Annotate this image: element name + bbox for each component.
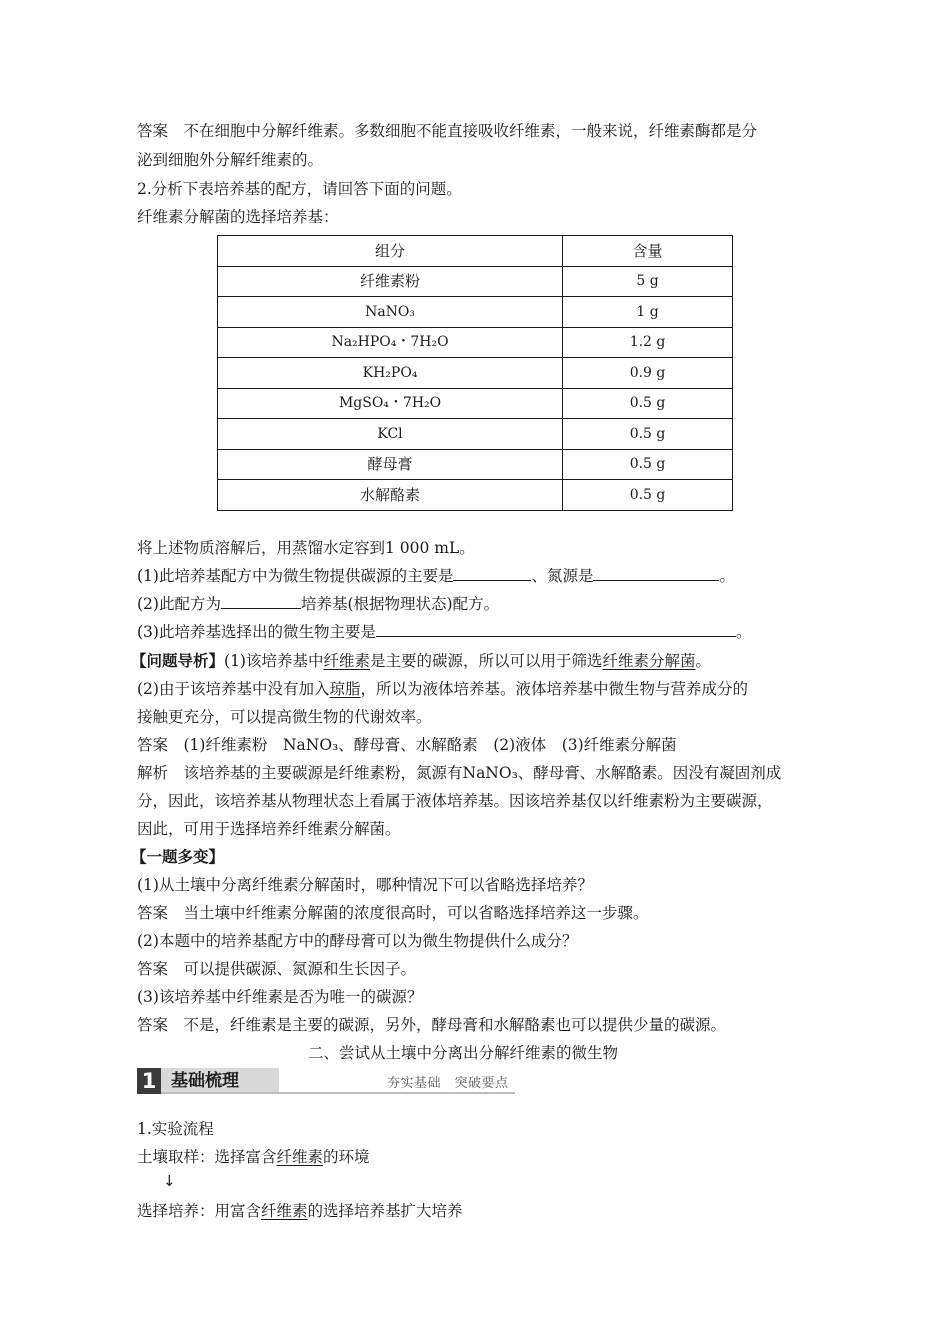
analysis-line: 因此，可用于选择培养纤维素分解菌。 (137, 820, 401, 838)
table-cell: 0.5 g (563, 388, 733, 419)
flow-text: 的环境 (323, 1148, 370, 1166)
question-text: 。 (735, 623, 752, 641)
table-header-cell: 组分 (218, 236, 563, 267)
table-cell: KCl (218, 419, 563, 450)
table-cell: 纤维素粉 (218, 266, 563, 297)
answer-line: 答案 (1)纤维素粉 NaNO₃、酵母膏、水解酪素 (2)液体 (3)纤维素分解菌 (137, 736, 677, 754)
guide-text: (1)该培养基中 (224, 652, 324, 670)
question-text: (3)此培养基选择出的微生物主要是 (137, 623, 376, 641)
section-banner (137, 1068, 515, 1094)
table-cell: 0.9 g (563, 358, 733, 389)
table-row (218, 358, 733, 389)
answer-blank[interactable] (221, 594, 301, 609)
sub-question-3 (137, 622, 751, 642)
guide-line (137, 679, 748, 699)
medium-recipe-table (217, 235, 733, 511)
answer-line: 泌到细胞外分解纤维素的。 (137, 151, 324, 169)
guide-text: 是主要的碳源，所以可以用于筛选 (370, 652, 603, 670)
down-arrow-icon: ↓ (163, 1172, 176, 1190)
answer-line: 答案 不在细胞中分解纤维素。多数细胞不能直接吸收纤维素，一般来说，纤维素酶都是分 (137, 122, 758, 140)
guide-text: (2)由于该培养基中没有加入 (137, 680, 330, 698)
section-banner-title: 基础梳理 (161, 1068, 279, 1094)
table-cell: MgSO₄・7H₂O (218, 388, 563, 419)
flow-step (137, 1201, 463, 1221)
table-row (218, 480, 733, 511)
variant-question: (1)从土壤中分离纤维素分解菌时，哪种情况下可以省略选择培养？ (137, 876, 593, 894)
answer-blank[interactable] (453, 566, 531, 581)
question-text: 。 (719, 567, 735, 585)
table-row (218, 297, 733, 328)
key-term: 纤维素 (323, 652, 370, 670)
analysis-line: 分，因此，该培养基从物理状态上看属于液体培养基。因该培养基仅以纤维素粉为主要碳源， (137, 792, 773, 810)
table-cell: 水解酪素 (218, 480, 563, 511)
section-heading: 二、尝试从土壤中分离出分解纤维素的微生物 (308, 1044, 619, 1062)
sub-question-1 (137, 566, 735, 586)
table-header-row (218, 236, 733, 267)
table-row (218, 327, 733, 358)
table-row (218, 266, 733, 297)
answer-blank[interactable] (593, 566, 719, 581)
table-cell: 5 g (563, 266, 733, 297)
question-2: 2.分析下表培养基的配方，请回答下面的问题。 (137, 180, 462, 198)
variant-question: (2)本题中的培养基配方中的酵母膏可以为微生物提供什么成分？ (137, 932, 578, 950)
key-term: 纤维素 (276, 1148, 324, 1166)
variant-answer: 答案 可以提供碳源、氮源和生长因子。 (137, 960, 417, 978)
flow-step (137, 1147, 370, 1167)
flow-heading: 1.实验流程 (137, 1120, 214, 1138)
table-cell: KH₂PO₄ (218, 358, 563, 389)
variants-label: 【一题多变】 (131, 847, 225, 866)
variant-answer: 答案 当土壤中纤维素分解菌的浓度很高时，可以省略选择培养这一步骤。 (137, 904, 649, 922)
key-term: 纤维素 (261, 1202, 308, 1220)
table-cell: 0.5 g (563, 419, 733, 450)
dissolve-instruction: 将上述物质溶解后，用蒸馏水定容到1 000 mL。 (137, 539, 475, 557)
analysis-line: 解析 该培养基的主要碳源是纤维素粉，氮源有NaNO₃、酵母膏、水解酪素。因没有凝固剂成 (137, 764, 782, 782)
section-number: 1 (137, 1068, 161, 1094)
table-cell: 0.5 g (563, 480, 733, 511)
key-term: 琼脂 (329, 680, 361, 698)
variant-answer: 答案 不是，纤维素是主要的碳源，另外，酵母膏和水解酪素也可以提供少量的碳源。 (137, 1016, 727, 1034)
guide-line (131, 651, 711, 671)
flow-text: 选择培养：用富含 (137, 1202, 262, 1220)
question-text: (1)此培养基配方中为微生物提供碳源的主要是 (137, 567, 454, 585)
table-row (218, 388, 733, 419)
question-text: 、氮源是 (531, 567, 594, 585)
key-term: 纤维素分解菌 (602, 652, 696, 670)
section-banner-subtitle: 夯实基础 突破要点 (387, 1076, 509, 1091)
flow-text: 土壤取样：选择富含 (137, 1148, 277, 1166)
guide-text: 。 (695, 652, 712, 670)
table-cell: 0.5 g (563, 449, 733, 480)
table-caption: 纤维素分解菌的选择培养基： (137, 208, 339, 226)
guide-line: 接触更充分，可以提高微生物的代谢效率。 (137, 708, 432, 726)
table-header-cell: 含量 (563, 236, 733, 267)
table-cell: 1 g (563, 297, 733, 328)
sub-question-2 (137, 594, 499, 614)
table-cell: Na₂HPO₄・7H₂O (218, 327, 563, 358)
guide-text: ，所以为液体培养基。液体培养基中微生物与营养成分的 (360, 680, 748, 698)
guide-label: 【问题导析】 (131, 651, 225, 670)
table-cell: 酵母膏 (218, 449, 563, 480)
table-cell: NaNO₃ (218, 297, 563, 328)
flow-text: 的选择培养基扩大培养 (307, 1202, 463, 1220)
table-cell: 1.2 g (563, 327, 733, 358)
variant-question: (3)该培养基中纤维素是否为唯一的碳源？ (137, 988, 423, 1006)
question-text: (2)此配方为 (137, 595, 221, 613)
table-row (218, 419, 733, 450)
question-text: 培养基(根据物理状态)配方。 (300, 595, 500, 613)
table-row (218, 449, 733, 480)
section-banner-rule (161, 1092, 515, 1094)
answer-blank[interactable] (376, 622, 736, 637)
